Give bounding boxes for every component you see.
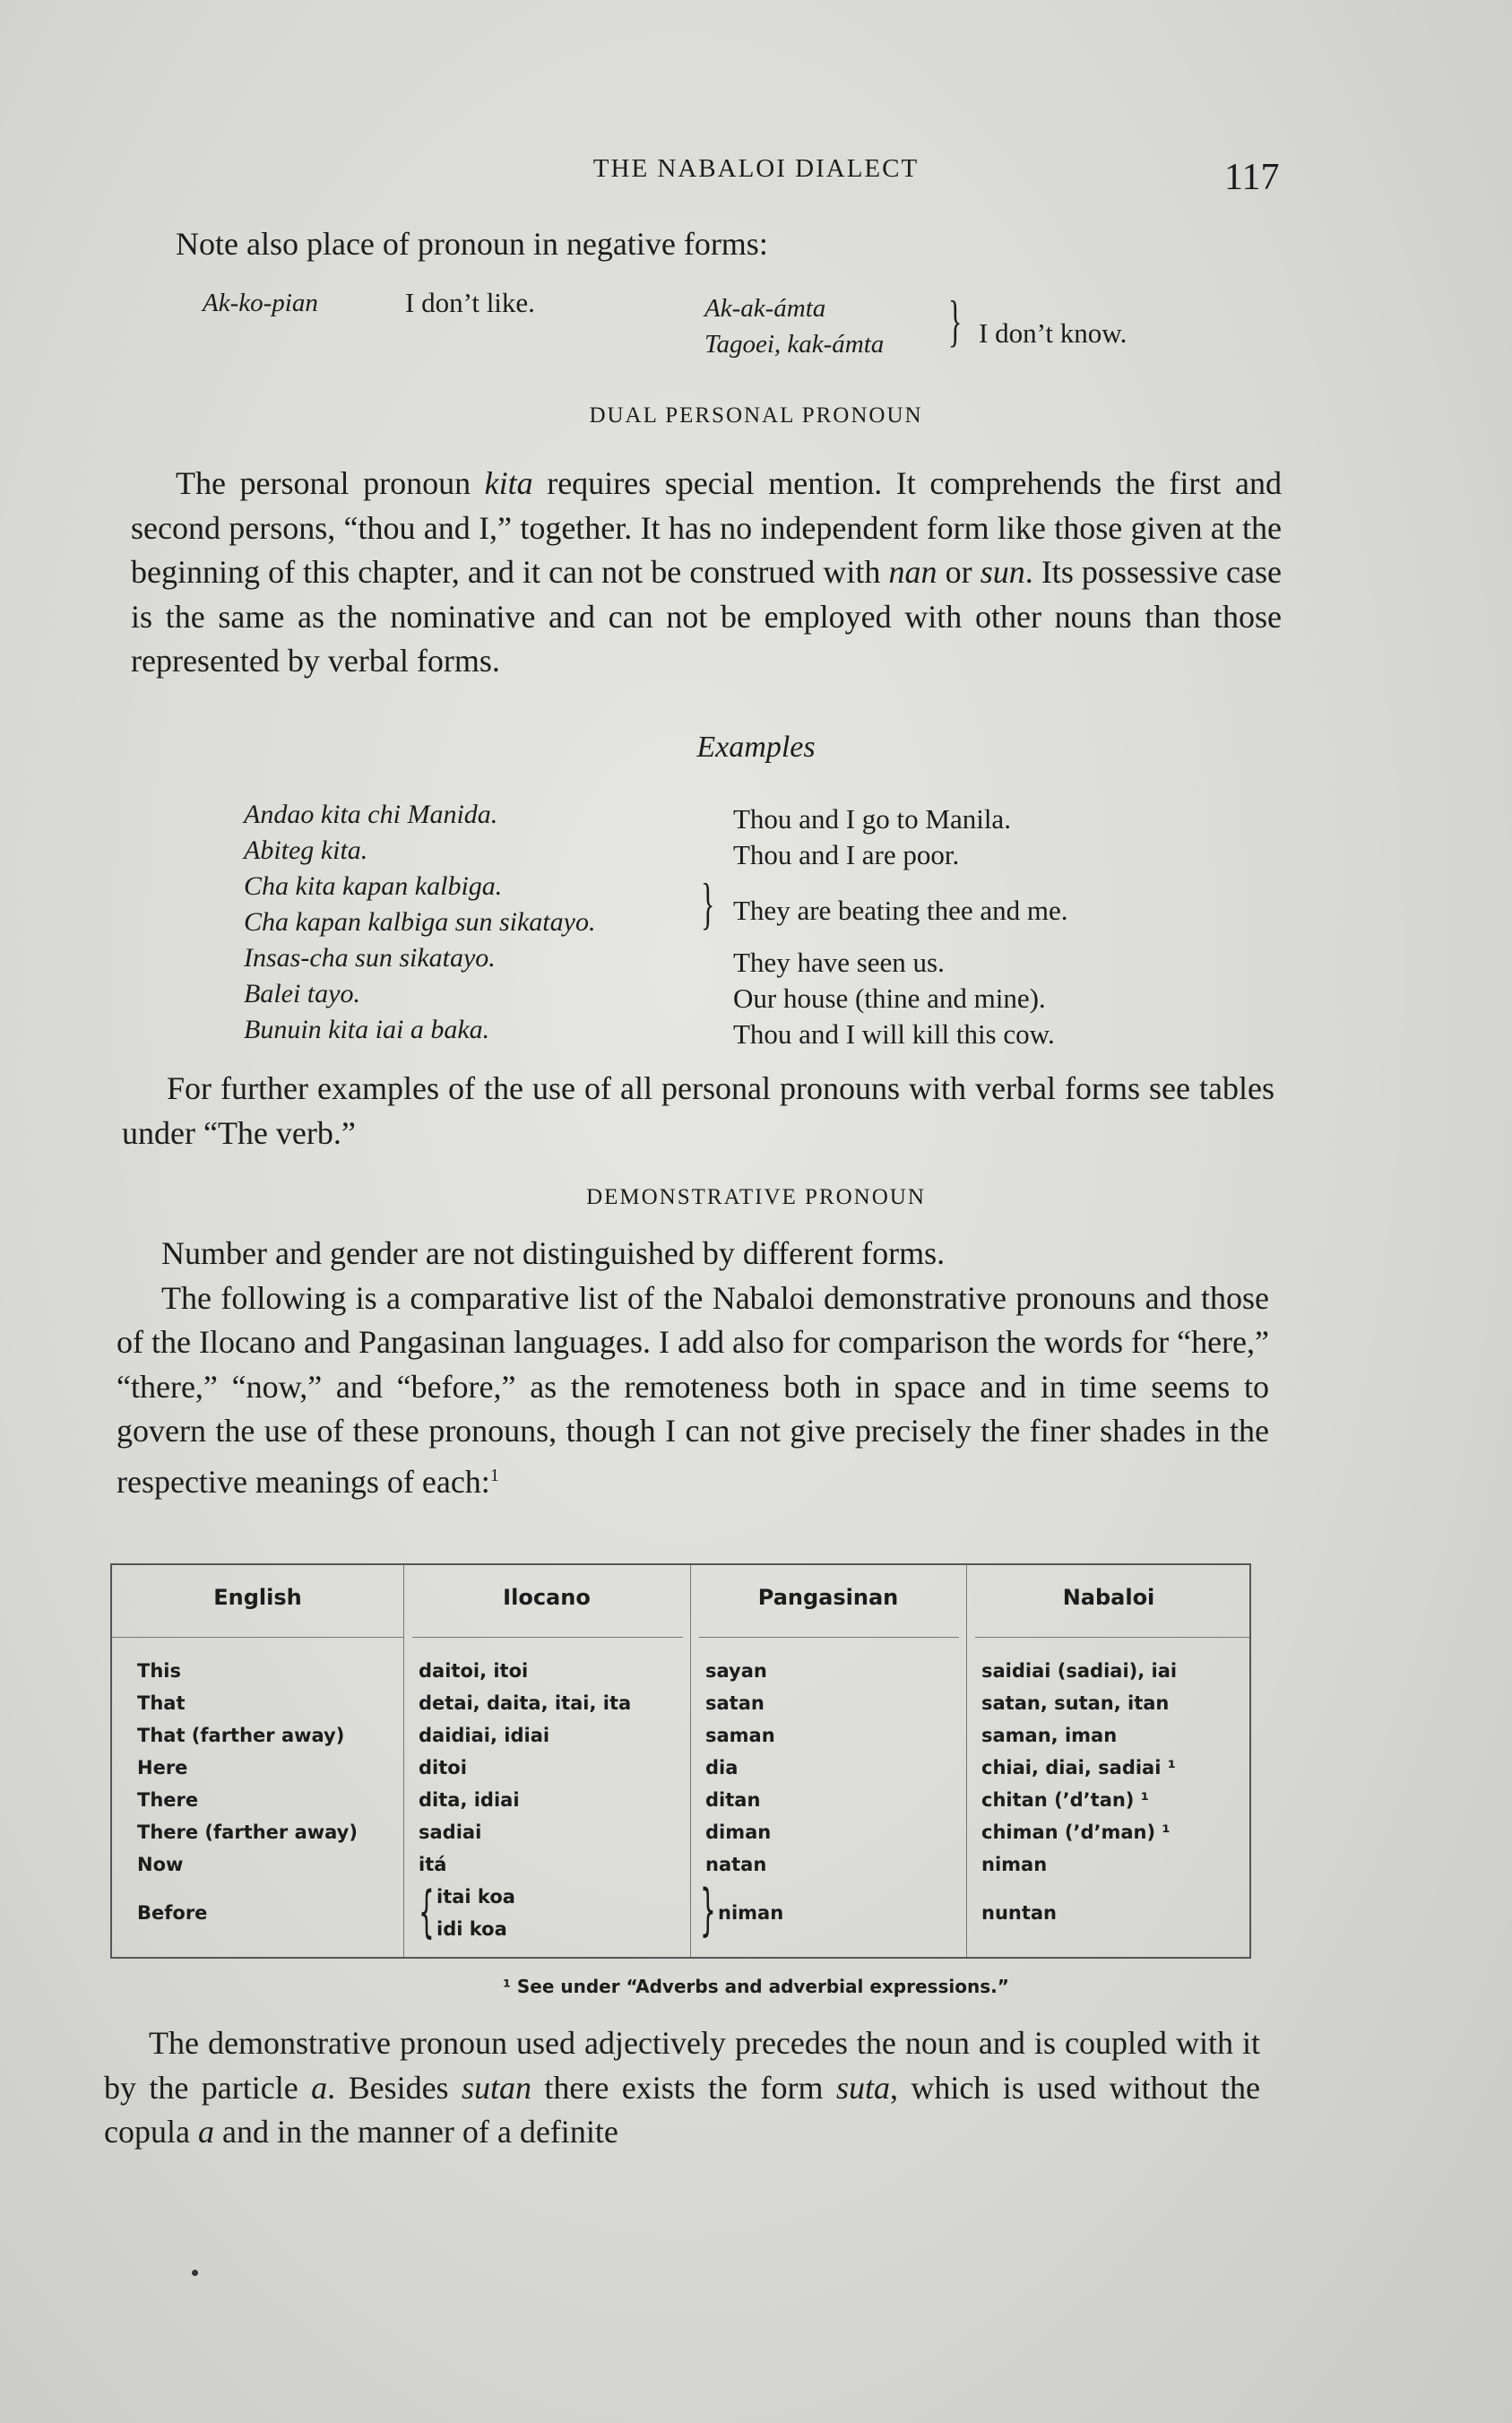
table-cell: itá xyxy=(419,1854,447,1875)
example-native: Bunuin kita iai a baka. xyxy=(244,1015,490,1044)
section-heading-demonstrative: DEMONSTRATIVE PRONOUN xyxy=(586,1185,926,1209)
table-column-pangasinan xyxy=(700,1655,784,1943)
table-cell: Now xyxy=(137,1854,184,1875)
table-cell: That (farther away) xyxy=(137,1725,345,1746)
page-number: 117 xyxy=(1224,157,1280,198)
table-column-ilocano xyxy=(419,1655,631,1945)
table-cell: saman xyxy=(705,1725,775,1746)
table-cell-before-ilocano: { itai koa idi koa xyxy=(419,1879,515,1944)
table-cell: daidiai, idiai xyxy=(419,1725,550,1746)
table-header-ilocano: Ilocano xyxy=(503,1585,591,1610)
example-native: Cha kapan kalbiga sun sikatayo. xyxy=(244,907,596,937)
table-cell: saman, iman xyxy=(981,1725,1118,1746)
table-cell: chiman (’d’man) ¹ xyxy=(981,1822,1171,1843)
table-cell: sayan xyxy=(705,1660,767,1682)
example-native: Andao kita chi Manida. xyxy=(244,800,498,829)
section-heading-dual: DUAL PERSONAL PRONOUN xyxy=(589,403,923,428)
table-cell: chitan (’d’tan) ¹ xyxy=(981,1789,1149,1811)
table-cell: There xyxy=(137,1789,199,1811)
table-cell: dita, idiai xyxy=(419,1789,520,1811)
table-header-pangasinan: Pangasinan xyxy=(757,1585,899,1610)
negative-forms-intro: Note also place of pronoun in negative forms: xyxy=(176,226,768,262)
demonstrative-paragraphs: Number and gender are not distinguished by different forms. The following is a comparative list of the Nabaloi demonstrative pronouns and those of the Ilocano and Pangasinan languages. I add also for comparison the words for “here,” “there,” “now,” and “before,” as the remoteness both in space and in time seems to govern the use of these pronouns, though I can not give precisely the finer shades in the respective meanings of each:$^1$ xyxy=(117,1235,1269,1500)
table-header-nabaloi: Nabaloi xyxy=(1062,1585,1155,1610)
table-cell: niman xyxy=(981,1854,1048,1875)
table-cell: satan xyxy=(705,1692,765,1714)
table-cell: detai, daita, itai, ita xyxy=(419,1692,632,1714)
table-column-english xyxy=(137,1655,358,1929)
table-header-english: English xyxy=(213,1585,302,1610)
table-footnote: ¹ See under “Adverbs and adverbial expressions.” xyxy=(503,1976,1009,1997)
example-english: Thou and I go to Manila. xyxy=(733,803,1011,835)
example-english: Thou and I will kill this cow. xyxy=(733,1018,1055,1050)
running-head: THE NABALOI DIALECT xyxy=(592,154,920,183)
example-native: Cha kita kapan kalbiga. xyxy=(244,871,503,901)
example-native: Abiteg kita. xyxy=(244,835,368,865)
table-cell: dia xyxy=(705,1757,739,1778)
brace-symbol: } xyxy=(701,871,715,935)
ink-speck xyxy=(192,2270,198,2276)
brace-symbol: } xyxy=(948,289,963,352)
dual-paragraph: The personal pronoun kita requires special mention. It comprehends the first and second persons, “thou and I,” together. It has no independent form like those given at the beginning of this chapter, and it can not be construed with nan or sun. Its possessive case is the same as the nominative and can not be employed with other nouns than those represented by verbal forms. xyxy=(131,465,1282,679)
negative-example-2-native-a: Ak-ak-ámta xyxy=(704,294,826,323)
table-cell: satan, sutan, itan xyxy=(981,1692,1170,1714)
table-cell: chiai, diai, sadiai ¹ xyxy=(981,1757,1176,1778)
table-column-nabaloi xyxy=(981,1655,1177,1929)
example-english: Thou and I are poor. xyxy=(733,839,960,870)
examples-heading: Examples xyxy=(696,731,816,764)
table-cell: That xyxy=(137,1692,186,1714)
table-cell: Before xyxy=(137,1902,208,1924)
table-cell: There (farther away) xyxy=(137,1822,358,1843)
table-cell-before-pangasinan: } niman xyxy=(700,1877,784,1943)
table-cell: nuntan xyxy=(981,1902,1058,1924)
table-cell: Here xyxy=(137,1757,188,1778)
table-cell: sadiai xyxy=(419,1822,482,1843)
table-cell: This xyxy=(137,1660,181,1682)
negative-example-1-native: Ak-ko-pian xyxy=(203,289,318,317)
example-english: Our house (thine and mine). xyxy=(733,982,1046,1014)
brace-symbol: } xyxy=(700,1877,716,1943)
table-cell: diman xyxy=(705,1822,772,1843)
demonstrative-comparison-table xyxy=(110,1563,1251,1959)
example-english: They are beating thee and me. xyxy=(733,895,1068,926)
table-cell: ditan xyxy=(705,1789,761,1811)
example-native: Balei tayo. xyxy=(244,979,360,1008)
table-cell: ditoi xyxy=(419,1757,467,1778)
example-english: They have seen us. xyxy=(733,947,945,978)
table-cell: natan xyxy=(705,1854,767,1875)
negative-example-2-english: I don’t know. xyxy=(979,317,1128,349)
brace-symbol: { xyxy=(419,1879,435,1944)
example-native: Insas-cha sun sikatayo. xyxy=(244,943,496,973)
negative-example-1-english: I don’t like. xyxy=(405,287,535,318)
table-cell: saidiai (sadiai), iai xyxy=(981,1660,1178,1682)
closing-paragraph: The demonstrative pronoun used adjectively precedes the noun and is coupled with it by the particle a. Besides sutan there exists the form suta, which is used without the copula a and in the manner of a definite xyxy=(104,2025,1260,2150)
further-examples-paragraph: For further examples of the use of all personal pronouns with verbal forms see tables under “The verb.” xyxy=(122,1070,1274,1151)
negative-example-2-native-b: Tagoei, kak-ámta xyxy=(704,330,885,359)
table-cell: daitoi, itoi xyxy=(419,1660,529,1682)
